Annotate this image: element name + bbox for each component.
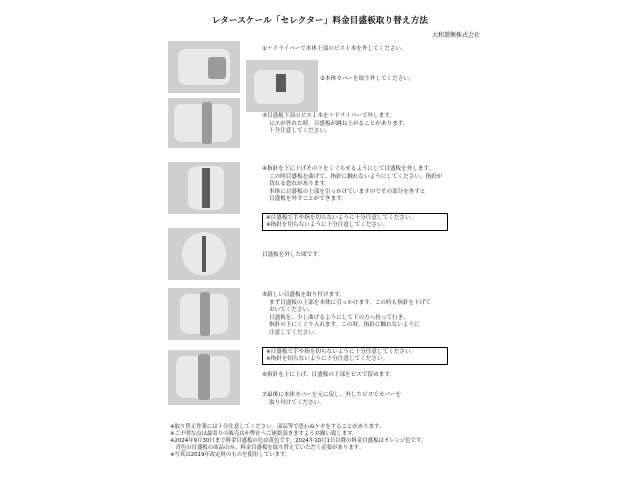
step-line: おいてください。 [269,307,314,314]
caption-text: 目盛板を外した図です。 [262,252,324,258]
photo-step5 [168,288,240,340]
step-5 [262,292,431,338]
photo-step2 [246,60,318,112]
photo-step4 [168,162,240,214]
note-line: ※写真は2019年改定時のものを使用しています。 [170,452,291,458]
step-line: まず目盛板の上部を本体に引っかけます。この時も指針を下げて [269,299,431,306]
step-line: 目盛板を、少し曲げるようにして下の方へ持って行き、 [269,314,409,321]
note-line: ※2024年9月30日まで料金目盛板の色は黄色です。2024年10月1日以降の料金目盛板はオレンジ色です。 [170,438,427,444]
company-name: 大和製衡株式会社 [431,32,480,39]
notes [170,424,426,459]
step-line: 本体に目盛板の上部を引っかけていますのでその部分を外すと [269,188,426,195]
removed-caption [262,252,323,260]
step-line: ①＋ドライバーで本体上部のビス１本を外してください。 [262,46,407,52]
note-line: ※取り替え作業には十分注意してください。部品等で思わぬケガをすることがあります。 [170,424,385,430]
step-line: ⑦最後に本体カバーを元に戻し、外したビスでカバーを [262,392,402,398]
step-line: 注意してください。 [269,329,320,336]
photo-step3 [168,98,240,148]
step-6 [262,372,395,380]
step-1 [262,46,407,54]
step-line: 取り付けてください。 [269,399,325,406]
warning-line: ※指針を切らないように十分注意してください。 [266,222,389,229]
step-line: 目盛板を外すことができます。 [269,196,347,203]
photo-removed [168,228,240,280]
warning-box-1 [262,213,448,231]
warning-line: ※目盛板で手や指を切らないように十分注意してください。 [266,349,417,355]
step-line: ③目盛板下部のビス１本を＋ドライバーで外します。 [262,113,395,119]
step-line: ④指針を下に下げその下をくぐらせるようにして目盛板を外します。 [262,166,435,172]
step-line: ②本体カバーを取り外してください。 [320,76,415,82]
note-line: ※ご不明な点は最寄りの販売店か弊社へご連絡頂きますようお願い致します。 [170,431,358,437]
warning-box-2 [262,347,448,365]
step-line: 切れる恐れがあります。 [269,181,331,188]
step-3 [262,113,408,136]
photo-step1 [168,41,240,93]
step-line: この時目盛板を曲げて、指針に触れないようにしてください。指針が [269,173,443,180]
warning-line: ※指針を切らないように十分注意してください。 [266,356,389,363]
warning-line: ※目盛板で手や指を切らないように十分注意してください。 [266,215,417,221]
step-line: ビスが外れた時、目盛板が跳ね上がることがあります。 [269,120,409,127]
note-line: 青色の目盛板の商品のみ、料金目盛板を取り替えていただく必要があります。 [170,445,364,451]
page-title: レタースケール「セレクター」料金目盛板取り替え方法 [211,16,429,26]
step-line: 十分注意してください。 [269,128,331,135]
step-line: 指針の下にくぐり入れます。この時、指針に触れないように [269,322,420,329]
step-2 [320,76,415,84]
step-7 [262,392,401,407]
step-line: ⑥指針を上に上げ、目盛板の下部をビスで留めます。 [262,372,395,378]
photo-step6 [168,350,240,405]
step-line: ⑤新しい目盛板を取り付けます。 [262,292,345,298]
step-4 [262,166,442,204]
